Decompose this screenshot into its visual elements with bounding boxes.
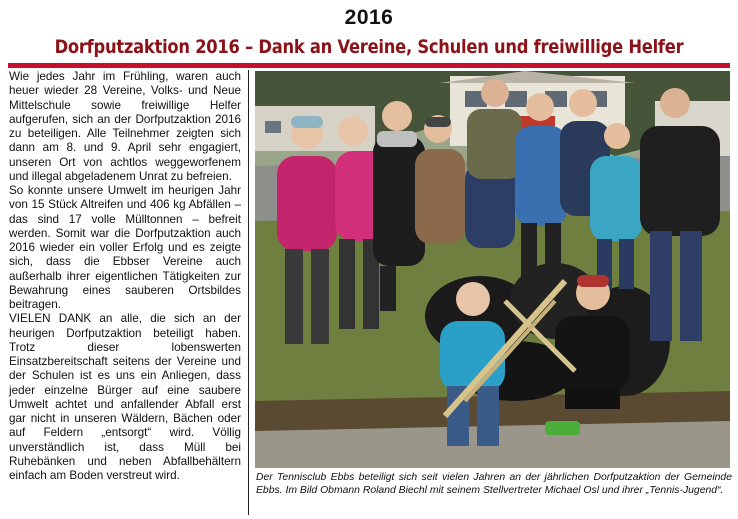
year-label: 2016 — [344, 6, 394, 29]
paragraph-1: Wie jedes Jahr im Frühling, waren auch heuer wieder 28 Vereine, Volks- und Neue Mittelschule sowie freiwillige Helfer aufgerufen, sich an der Dorfputzaktion 2016 zu beteiligen. Alle Teilnehmer zeigten sich dann am 8. und 9. April sehr engagiert, unseren Ort von achtlos weggeworfenem und illegal abgeladenem Unrat zu befreien. — [9, 70, 241, 183]
paragraph-2: So konnte unsere Umwelt im heurigen Jahr von 15 Stück Altreifen und 406 kg Abfällen – das sind 17 volle Mülltonnen – befreit werden. Somit war die Dorfputzaktion auch 2016 wieder ein voller Erfolg und es zeigte sich, dass die Ebbser Vereine auch außerhalb ihrer eigentlichen Tätigkeiten zur Bewahrung eines sauberen Ortsbildes beitragen. — [9, 184, 241, 311]
headline-rule — [8, 63, 730, 68]
column-divider — [248, 70, 249, 515]
article-body — [9, 70, 241, 516]
paragraph-3: VIELEN DANK an alle, die sich an der heurigen Dorfputzaktion beteiligt haben. Trotz dieser lobenswerten Einsatzbereitschaft seitens der Vereine und der Schulen ist es uns ein Anliegen, dass jeder einzelne Bürger auf eine saubere Umwelt achtet und anfallender Abfall erst gar nicht in unseren Wäldern, Bächen oder auf Feldern „entsorgt“ wird. Völlig unverständlich ist, dass Müll bei Ruhebänken und neben Abfallbehältern einfach am Boden verstreut wird. — [9, 312, 241, 482]
group-photo — [255, 71, 730, 468]
photo-caption: Der Tennisclub Ebbs beteiligt sich seit vielen Jahren an der jährlichen Dorfputzaktion der Gemeinde Ebbs. Im Bild Obmann Roland Biechl mit seinem Stellvertreter Michael Osl und ihrer „Tennis-Jugend“. — [256, 472, 732, 496]
headline: Dorfputzaktion 2016 – Dank an Vereine, Schulen und freiwillige Helfer — [54, 36, 684, 58]
